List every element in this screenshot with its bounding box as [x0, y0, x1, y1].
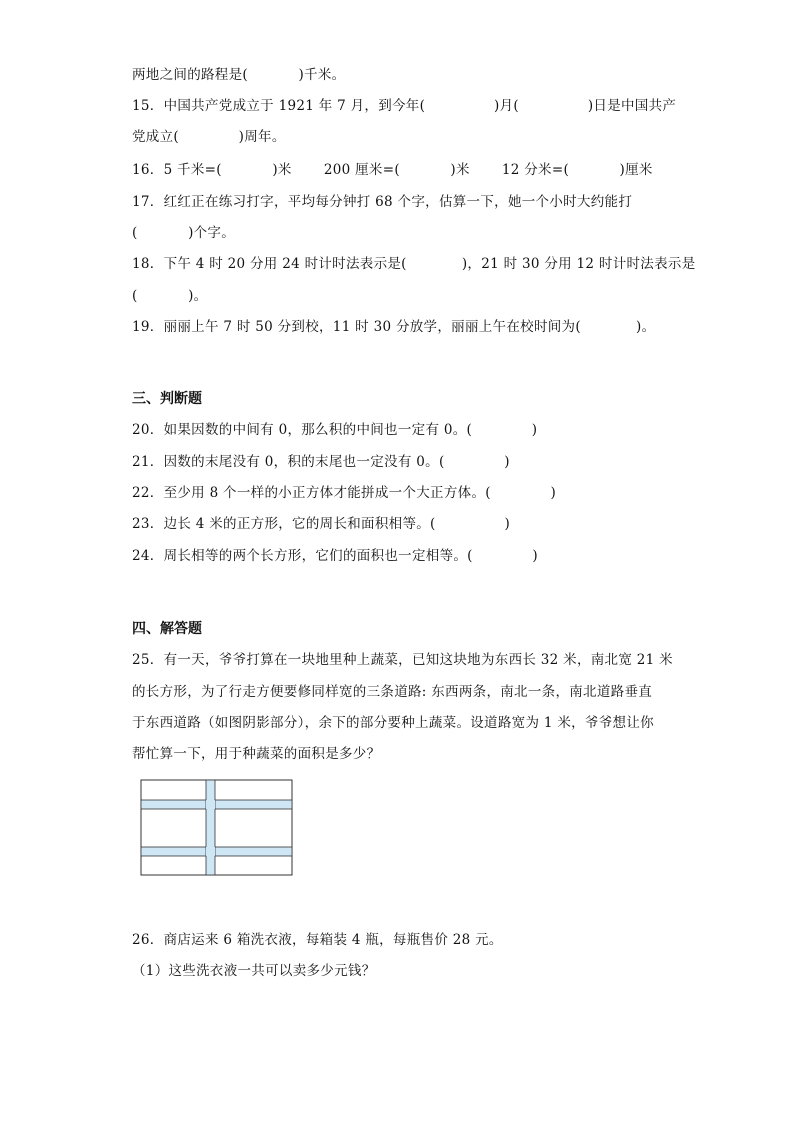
- road-north-south: [206, 780, 215, 875]
- question-25-line-3: 于东西道路（如图阴影部分），余下的部分要种上蔬菜。设道路宽为 1 米，爷爷想让你: [132, 715, 654, 731]
- question-18: 18．下午 4 时 20 分用 24 时计时法表示是( )，21 时 30 分用 12 时计时法表示是: [132, 256, 696, 272]
- question-26-part-1: （1）这些洗衣液一共可以卖多少元钱？: [132, 963, 376, 979]
- question-17: 17．红红正在练习打字，平均每分钟打 68 个字，估算一下，她一个小时大约能打: [132, 194, 633, 210]
- question-18-cont: ( )。: [132, 288, 208, 304]
- question-26: 26．商店运来 6 箱洗衣液，每箱装 4 瓶，每瓶售价 28 元。: [132, 932, 503, 948]
- question-15-cont: 党成立( )周年。: [132, 129, 286, 145]
- road-east-west-bottom: [141, 847, 292, 856]
- question-15: 15．中国共产党成立于 1921 年 7 月，到今年( )月( )日是中国共产: [132, 98, 677, 114]
- section-4-title: 四、解答题: [132, 621, 202, 637]
- line-1: 两地之间的路程是( )千米。: [132, 67, 346, 83]
- question-24: 24．周长相等的两个长方形，它们的面积也一定相等。( ): [132, 548, 538, 564]
- field-outline: [141, 780, 292, 875]
- question-22: 22．至少用 8 个一样的小正方体才能拼成一个大正方体。( ): [132, 485, 557, 501]
- question-23: 23．边长 4 米的正方形，它的周长和面积相等。( ): [132, 516, 511, 532]
- field-road-diagram: [140, 779, 295, 877]
- question-19: 19．丽丽上午 7 时 50 分到校，11 时 30 分放学，丽丽上午在校时间为( )。: [132, 319, 656, 335]
- question-25-line-1: 25．有一天，爷爷打算在一块地里种上蔬菜，已知这块地为东西长 32 米，南北宽 21 米: [132, 652, 673, 668]
- road-east-west-top: [141, 800, 292, 809]
- question-16: 16．5 千米=( )米 200 厘米=( )米 12 分米=( )厘米: [132, 162, 653, 178]
- question-25-line-2: 的长方形，为了行走方便要修同样宽的三条道路: 东西两条，南北一条，南北道路垂直: [132, 684, 653, 700]
- question-17-cont: ( )个字。: [132, 225, 236, 241]
- question-21: 21．因数的末尾没有 0，积的末尾也一定没有 0。( ): [132, 454, 510, 470]
- question-20: 20．如果因数的中间有 0，那么积的中间也一定有 0。( ): [132, 422, 538, 438]
- question-25-line-4: 帮忙算一下，用于种蔬菜的面积是多少？: [132, 746, 381, 762]
- section-3-title: 三、判断题: [132, 391, 202, 407]
